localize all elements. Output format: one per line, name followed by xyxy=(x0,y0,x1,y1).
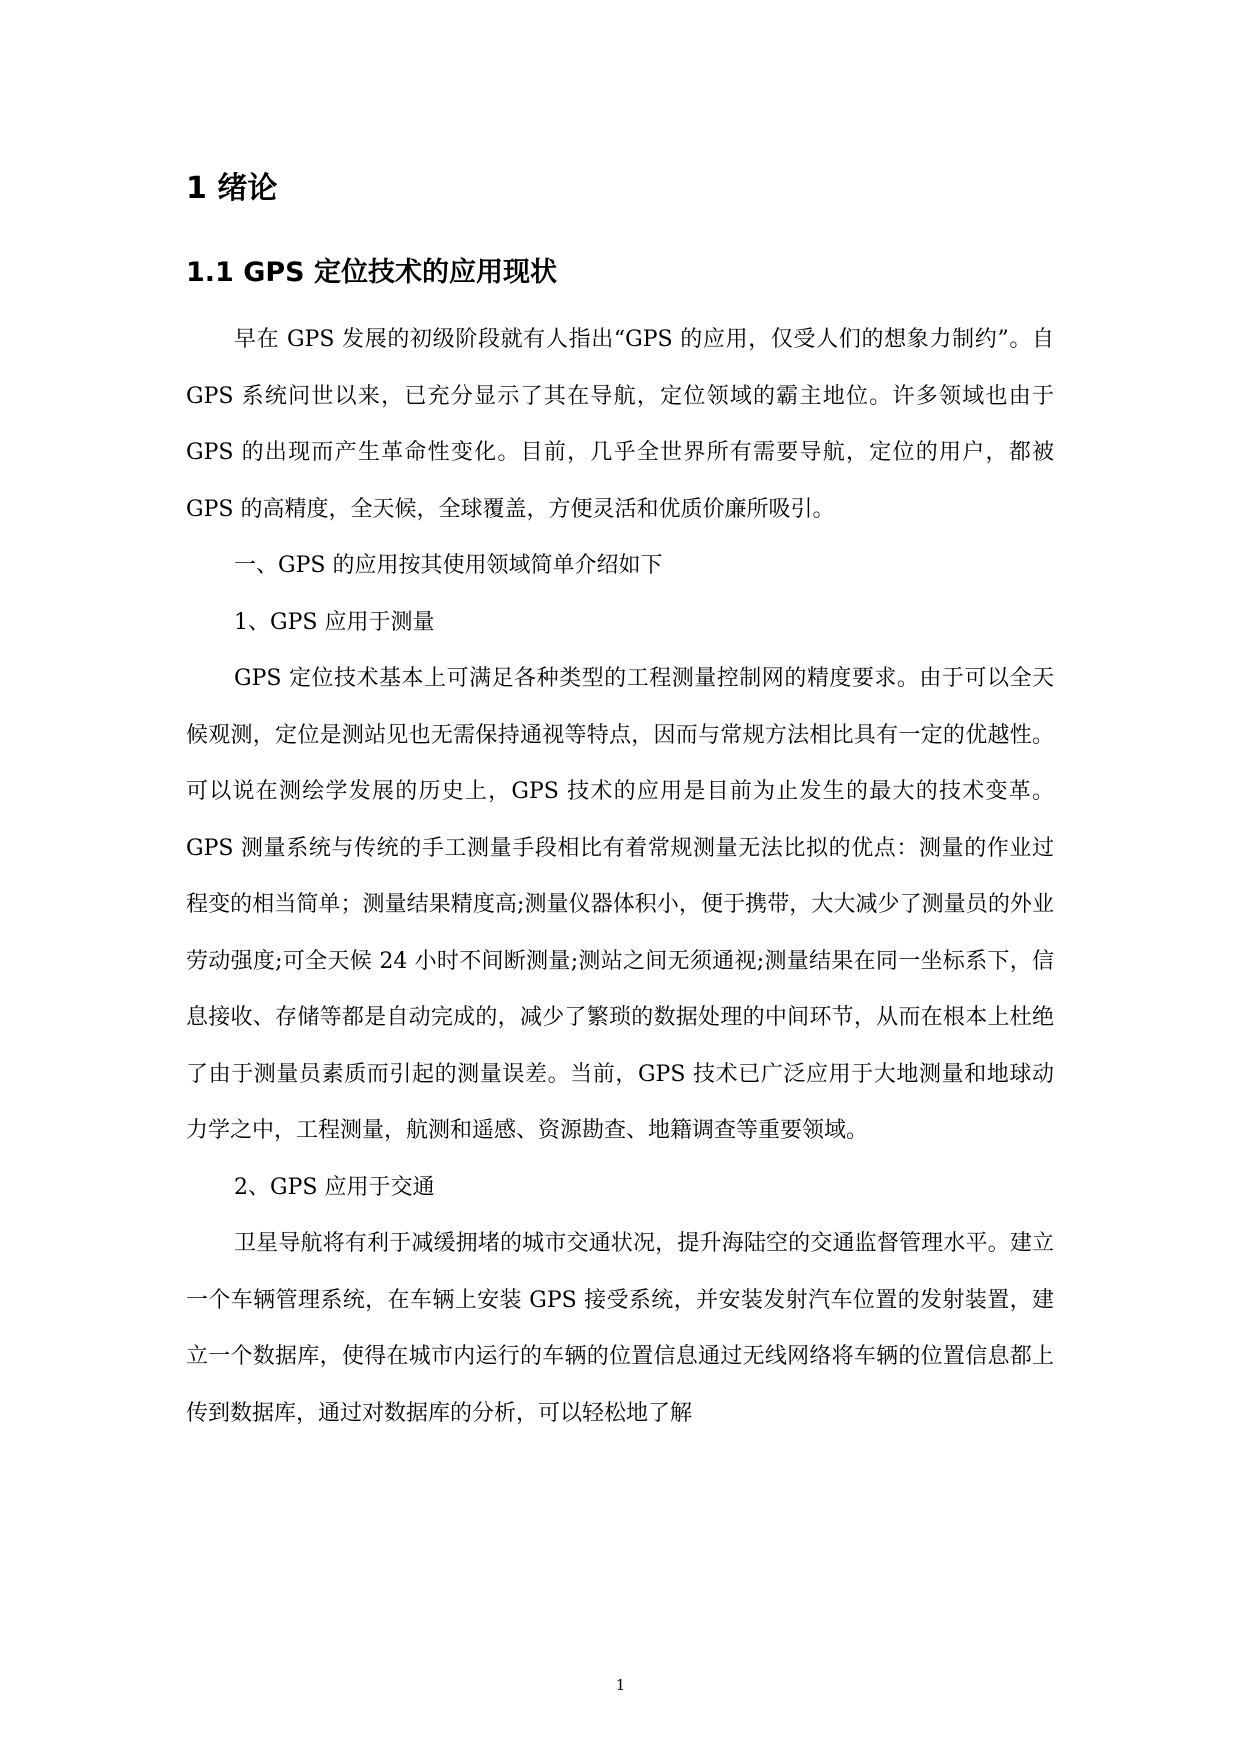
page-number: 1 xyxy=(615,1676,626,1694)
paragraph-list-heading: 一、GPS 的应用按其使用领域简单介绍如下 xyxy=(234,553,663,578)
body-text xyxy=(186,312,1054,1442)
paragraph-intro: 早在 GPS 发展的初级阶段就有人指出“GPS 的应用，仅受人们的想象力制约”。自 GPS 系统问世以来，已充分显示了其在导航，定位领域的霸主地位。许多领域也由于 GPS 的出现而产生革命性变化。目前，几乎全世界所有需要导航，定位的用户，都被 GPS 的高精度，全天候，全球覆盖，方便灵活和优质价廉所吸引。 xyxy=(186,327,1054,522)
page-content xyxy=(186,160,1054,1442)
paragraph-traffic: 卫星导航将有利于减缓拥堵的城市交通状况，提升海陆空的交通监督管理水平。建立一个车辆管理系统，在车辆上安装 GPS 接受系统，并安装发射汽车位置的发射装置，建立一个数据库，使得在城市内运行的车辆的位置信息通过无线网络将车辆的位置信息都上传到数据库，通过对数据库的分析，可以轻松地了解 xyxy=(186,1231,1054,1426)
paragraph-traffic-heading: 2、GPS 应用于交通 xyxy=(234,1174,435,1200)
paragraph-surveying-heading: 1、GPS 应用于测量 xyxy=(234,609,435,635)
paragraph-surveying: GPS 定位技术基本上可满足各种类型的工程测量控制网的精度要求。由于可以全天候观测，定位是测站见也无需保持通视等特点，因而与常规方法相比具有一定的优越性。可以说在测绘学发展的历史上，GPS 技术的应用是目前为止发生的最大的技术变革。GPS 测量系统与传统的手工测量手段相比有着常规测量无法比拟的优点：测量的作业过程变的相当简单；测量结果精度高;测量仪器体积小，便于携带，大大减少了测量员的外业劳动强度;可全天候 24 小时不间断测量;测站之间无须通视;测量结果在同一坐标系下，信息接收、存储等都是自动完成的，减少了繁琐的数据处理的中间环节，从而在根本上杜绝了由于测量员素质而引起的测量误差。当前，GPS 技术已广泛应用于大地测量和地球动力学之中，工程测量，航测和遥感、资源勘查、地籍调查等重要领域。 xyxy=(186,666,1054,1143)
chapter-title: 1 绪论 xyxy=(186,171,278,206)
section-title: 1.1 GPS 定位技术的应用现状 xyxy=(186,257,558,288)
